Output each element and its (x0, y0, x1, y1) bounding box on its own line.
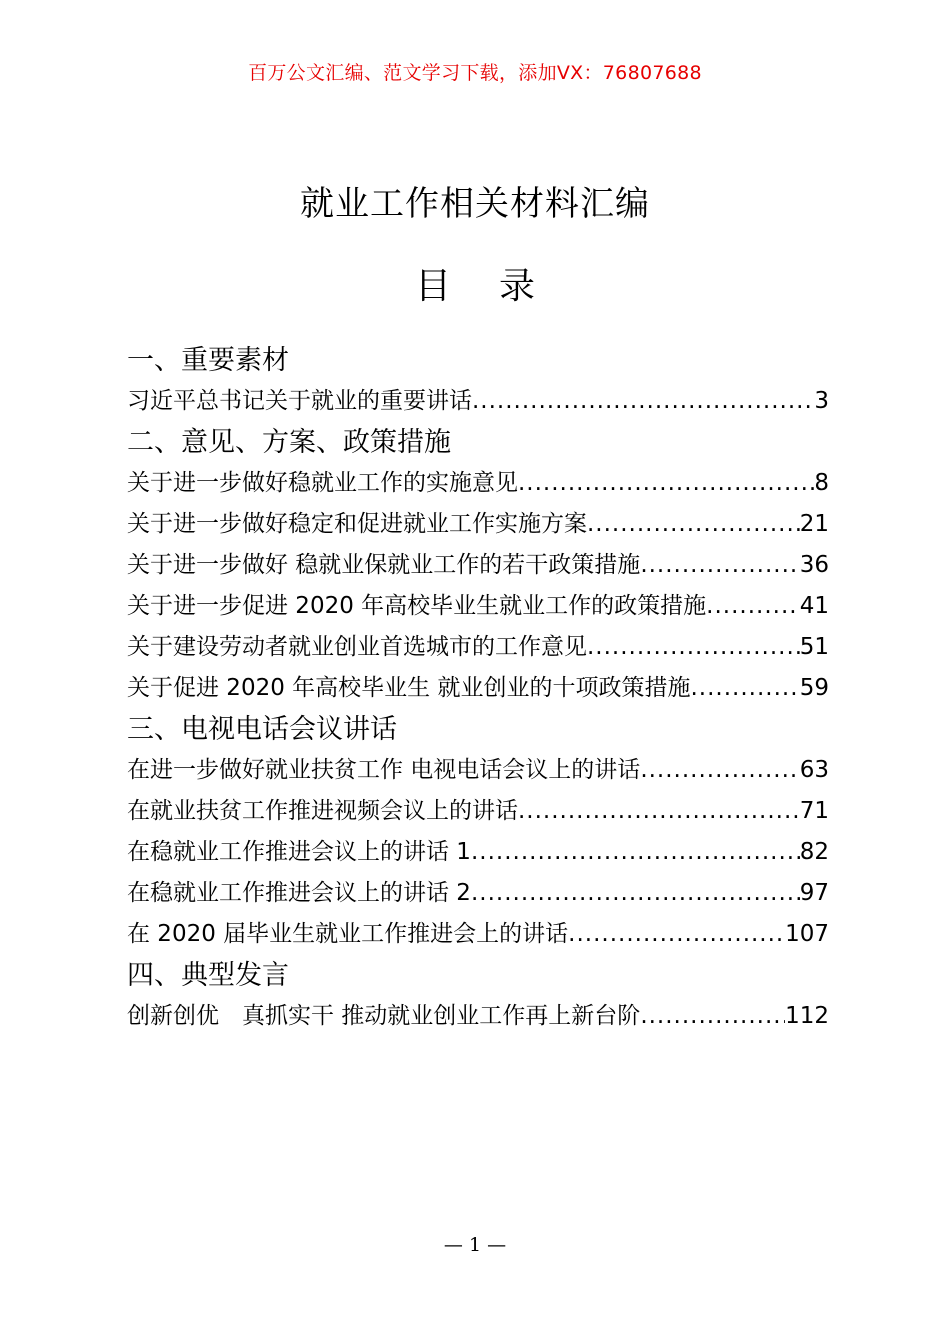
toc-entry[interactable] (127, 504, 829, 545)
toc-entry-page: 41 (799, 593, 829, 619)
page-number: — 1 — (443, 1234, 507, 1256)
toc-entry-page: 8 (814, 470, 829, 496)
dot-leader (640, 750, 799, 791)
dot-leader (518, 463, 814, 504)
dot-leader (640, 545, 799, 586)
document-title: 就业工作相关材料汇编 (300, 184, 650, 224)
toc-entry-title: 在稳就业工作推进会议上的讲话 1 (127, 839, 471, 865)
toc-entry-page: 71 (799, 798, 829, 824)
toc-entry[interactable] (127, 668, 829, 709)
toc-entry-title: 在 2020 届毕业生就业工作推进会上的讲话 (127, 921, 569, 947)
dot-leader (690, 668, 799, 709)
toc-entry-title: 关于进一步做好稳就业工作的实施意见 (127, 470, 518, 496)
dot-leader (640, 996, 785, 1037)
toc-entry-page: 63 (799, 757, 829, 783)
toc-entry-title: 在进一步做好就业扶贫工作 电视电话会议上的讲话 (127, 757, 641, 783)
toc-entry-title: 在就业扶贫工作推进视频会议上的讲话 (127, 798, 518, 824)
section-heading: 二、意见、方案、政策措施 (127, 427, 451, 458)
toc-entry-title: 在稳就业工作推进会议上的讲话 2 (127, 880, 471, 906)
toc-entry[interactable] (127, 996, 829, 1037)
toc-entry[interactable] (127, 791, 829, 832)
dot-leader (472, 381, 814, 422)
toc-entry-title: 关于建设劳动者就业创业首选城市的工作意见 (127, 634, 587, 660)
toc-entry-page: 51 (799, 634, 829, 660)
toc-entry-page: 36 (799, 552, 829, 578)
toc-heading: 目录 (414, 266, 583, 307)
toc-entry-page: 97 (799, 880, 829, 906)
toc-entry[interactable] (127, 545, 829, 586)
dot-leader (471, 873, 800, 914)
dot-leader (471, 832, 800, 873)
toc-entry[interactable] (127, 381, 829, 422)
section-heading: 一、重要素材 (127, 345, 289, 376)
section-heading: 三、电视电话会议讲话 (127, 714, 397, 745)
toc-entry[interactable] (127, 463, 829, 504)
toc-entry-title: 关于促进 2020 年高校毕业生 就业创业的十项政策措施 (127, 675, 691, 701)
dot-leader (587, 504, 800, 545)
header-note: 百万公文汇编、范文学习下载，添加VX：76807688 (248, 62, 702, 84)
toc-entry[interactable] (127, 832, 829, 873)
toc-entry-page: 21 (799, 511, 829, 537)
toc-entry-title: 关于进一步做好 稳就业保就业工作的若干政策措施 (127, 552, 641, 578)
section-heading: 四、典型发言 (127, 960, 289, 991)
toc-entry-page: 82 (799, 839, 829, 865)
toc-entry-title: 创新创优 真抓实干 推动就业创业工作再上新台阶 (127, 1003, 641, 1029)
toc-entry[interactable] (127, 750, 829, 791)
dot-leader (587, 627, 800, 668)
toc-entry[interactable] (127, 627, 829, 668)
toc-entry[interactable] (127, 914, 829, 955)
toc-entry-page: 107 (785, 921, 829, 947)
dot-leader (706, 586, 800, 627)
dot-leader (568, 914, 785, 955)
toc-entry-title: 关于进一步做好稳定和促进就业工作实施方案 (127, 511, 587, 537)
toc-entry-page: 112 (785, 1003, 829, 1029)
table-of-contents (127, 340, 829, 1037)
toc-entry[interactable] (127, 586, 829, 627)
dot-leader (518, 791, 800, 832)
toc-entry[interactable] (127, 873, 829, 914)
toc-entry-page: 3 (814, 388, 829, 414)
toc-entry-title: 习近平总书记关于就业的重要讲话 (127, 388, 472, 414)
toc-entry-title: 关于进一步促进 2020 年高校毕业生就业工作的政策措施 (127, 593, 707, 619)
toc-entry-page: 59 (799, 675, 829, 701)
